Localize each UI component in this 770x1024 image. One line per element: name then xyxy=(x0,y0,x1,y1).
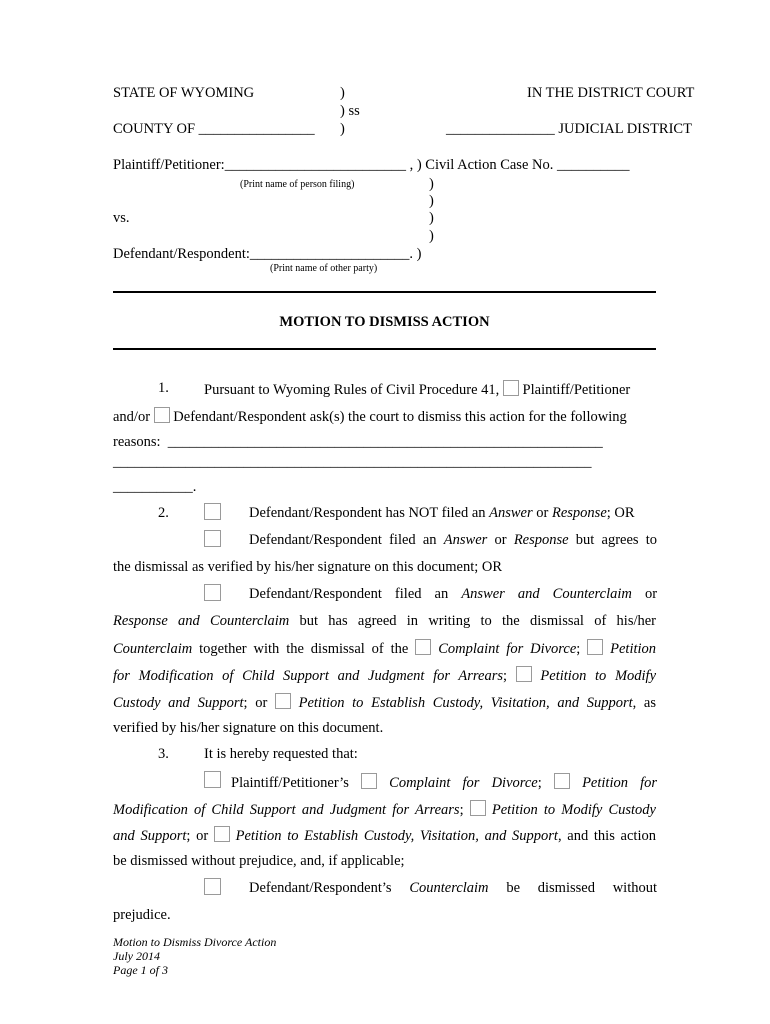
complaint-divorce-checkbox[interactable] xyxy=(361,773,377,789)
caption-paren: ) xyxy=(340,121,345,137)
reasons-blank[interactable]: ___________. xyxy=(113,479,197,495)
p1-number: 1. xyxy=(158,380,169,396)
p3-intro: It is hereby requested that: xyxy=(204,746,358,762)
petition-establish-custody-checkbox[interactable] xyxy=(214,826,230,842)
plaintiff-field: Plaintiff/Petitioner:_________________________ , ) Civil Action Case No. __________ xyxy=(113,157,630,173)
p2-option-a: Defendant/Respondent has NOT filed an Answer or Response; OR xyxy=(249,505,635,521)
plaintiff-dismiss-checkbox[interactable] xyxy=(204,771,221,788)
footer-page: Page 1 of 3 xyxy=(113,963,168,977)
p2-option-c: Defendant/Respondent filed an Answer and Counterclaim or xyxy=(249,586,658,602)
judicial-district-field: _______________ JUDICIAL DISTRICT xyxy=(446,121,692,137)
caption-paren: ) xyxy=(429,210,434,226)
reasons-blank[interactable]: __________________________________________________________________ xyxy=(113,454,592,470)
caption-paren: ) xyxy=(429,176,434,192)
petition-modification-checkbox[interactable] xyxy=(554,773,570,789)
plaintiff-hint: (Print name of person filing) xyxy=(240,179,355,190)
plaintiff-checkbox[interactable] xyxy=(503,380,519,396)
p2-option-c-cont: Custody and Support; or Petition to Establish Custody, Visitation, and Support, as xyxy=(113,695,656,711)
petition-modify-custody-checkbox[interactable] xyxy=(470,800,486,816)
caption-paren: ) xyxy=(429,193,434,209)
p1-reasons: reasons: ____________________________________________________________ xyxy=(113,434,603,450)
court-label: IN THE DISTRICT COURT xyxy=(527,85,695,101)
footer-title: Motion to Dismiss Divorce Action xyxy=(113,935,277,949)
divider-top xyxy=(113,291,656,293)
answer-agrees-checkbox[interactable] xyxy=(204,530,221,547)
defendant-field: Defendant/Respondent:______________________. ) xyxy=(113,246,422,262)
p2-option-c-cont: for Modification of Child Support and Judgment for Arrears; Petition to Modify xyxy=(113,668,657,684)
p3-option-a-cont: be dismissed without prejudice, and, if applicable; xyxy=(113,853,405,869)
p2-option-b-cont: the dismissal as verified by his/her signature on this document; OR xyxy=(113,559,503,575)
p3-option-a-cont: Modification of Child Support and Judgment for Arrears; Petition to Modify Custody xyxy=(113,802,656,818)
petition-establish-custody-checkbox[interactable] xyxy=(275,693,291,709)
caption-paren: ) xyxy=(429,228,434,244)
reasons-blank[interactable]: ____________________________________________________________ xyxy=(167,434,603,450)
petition-modification-checkbox[interactable] xyxy=(587,639,603,655)
state-label: STATE OF WYOMING xyxy=(113,85,255,101)
p2-option-c-cont: Response and Counterclaim but has agreed in writing to the dismissal of his/her xyxy=(113,613,657,629)
p2-number: 2. xyxy=(158,505,169,521)
defendant-hint: (Print name of other party) xyxy=(270,263,378,274)
p3-option-b: Defendant/Respondent’s Counterclaim be dismissed without xyxy=(249,880,658,896)
petition-modify-custody-checkbox[interactable] xyxy=(516,666,532,682)
caption-ss: ) ss xyxy=(340,103,360,119)
p1-text: and/or Defendant/Respondent ask(s) the court to dismiss this action for the following xyxy=(113,409,627,425)
p3-option-b-cont: prejudice. xyxy=(113,907,171,923)
defendant-checkbox[interactable] xyxy=(154,407,170,423)
p3-number: 3. xyxy=(158,746,169,762)
vs-label: vs. xyxy=(113,210,130,226)
p3-option-a: Plaintiff/Petitioner’s Complaint for Divorce; Petition for xyxy=(231,775,658,791)
caption-paren: ) xyxy=(340,85,345,101)
complaint-divorce-checkbox[interactable] xyxy=(415,639,431,655)
p2-option-b: Defendant/Respondent filed an Answer or Response but agrees to xyxy=(249,532,658,548)
p3-option-a-cont: and Support; or Petition to Establish Custody, Visitation, and Support, and this action xyxy=(113,828,656,844)
document-title: MOTION TO DISMISS ACTION xyxy=(279,314,490,330)
p2-option-c-cont: verified by his/her signature on this document. xyxy=(113,720,384,736)
p1-text: Pursuant to Wyoming Rules of Civil Procedure 41, Plaintiff/Petitioner xyxy=(204,382,631,398)
p2-option-c-cont: Counterclaim together with the dismissal of the Complaint for Divorce; Petition xyxy=(113,641,657,657)
counterclaim-dismiss-checkbox[interactable] xyxy=(204,878,221,895)
county-field: COUNTY OF ________________ xyxy=(113,121,315,137)
counterclaim-agrees-checkbox[interactable] xyxy=(204,584,221,601)
no-answer-checkbox[interactable] xyxy=(204,503,221,520)
divider-bottom xyxy=(113,348,656,350)
footer-date: July 2014 xyxy=(113,949,160,963)
